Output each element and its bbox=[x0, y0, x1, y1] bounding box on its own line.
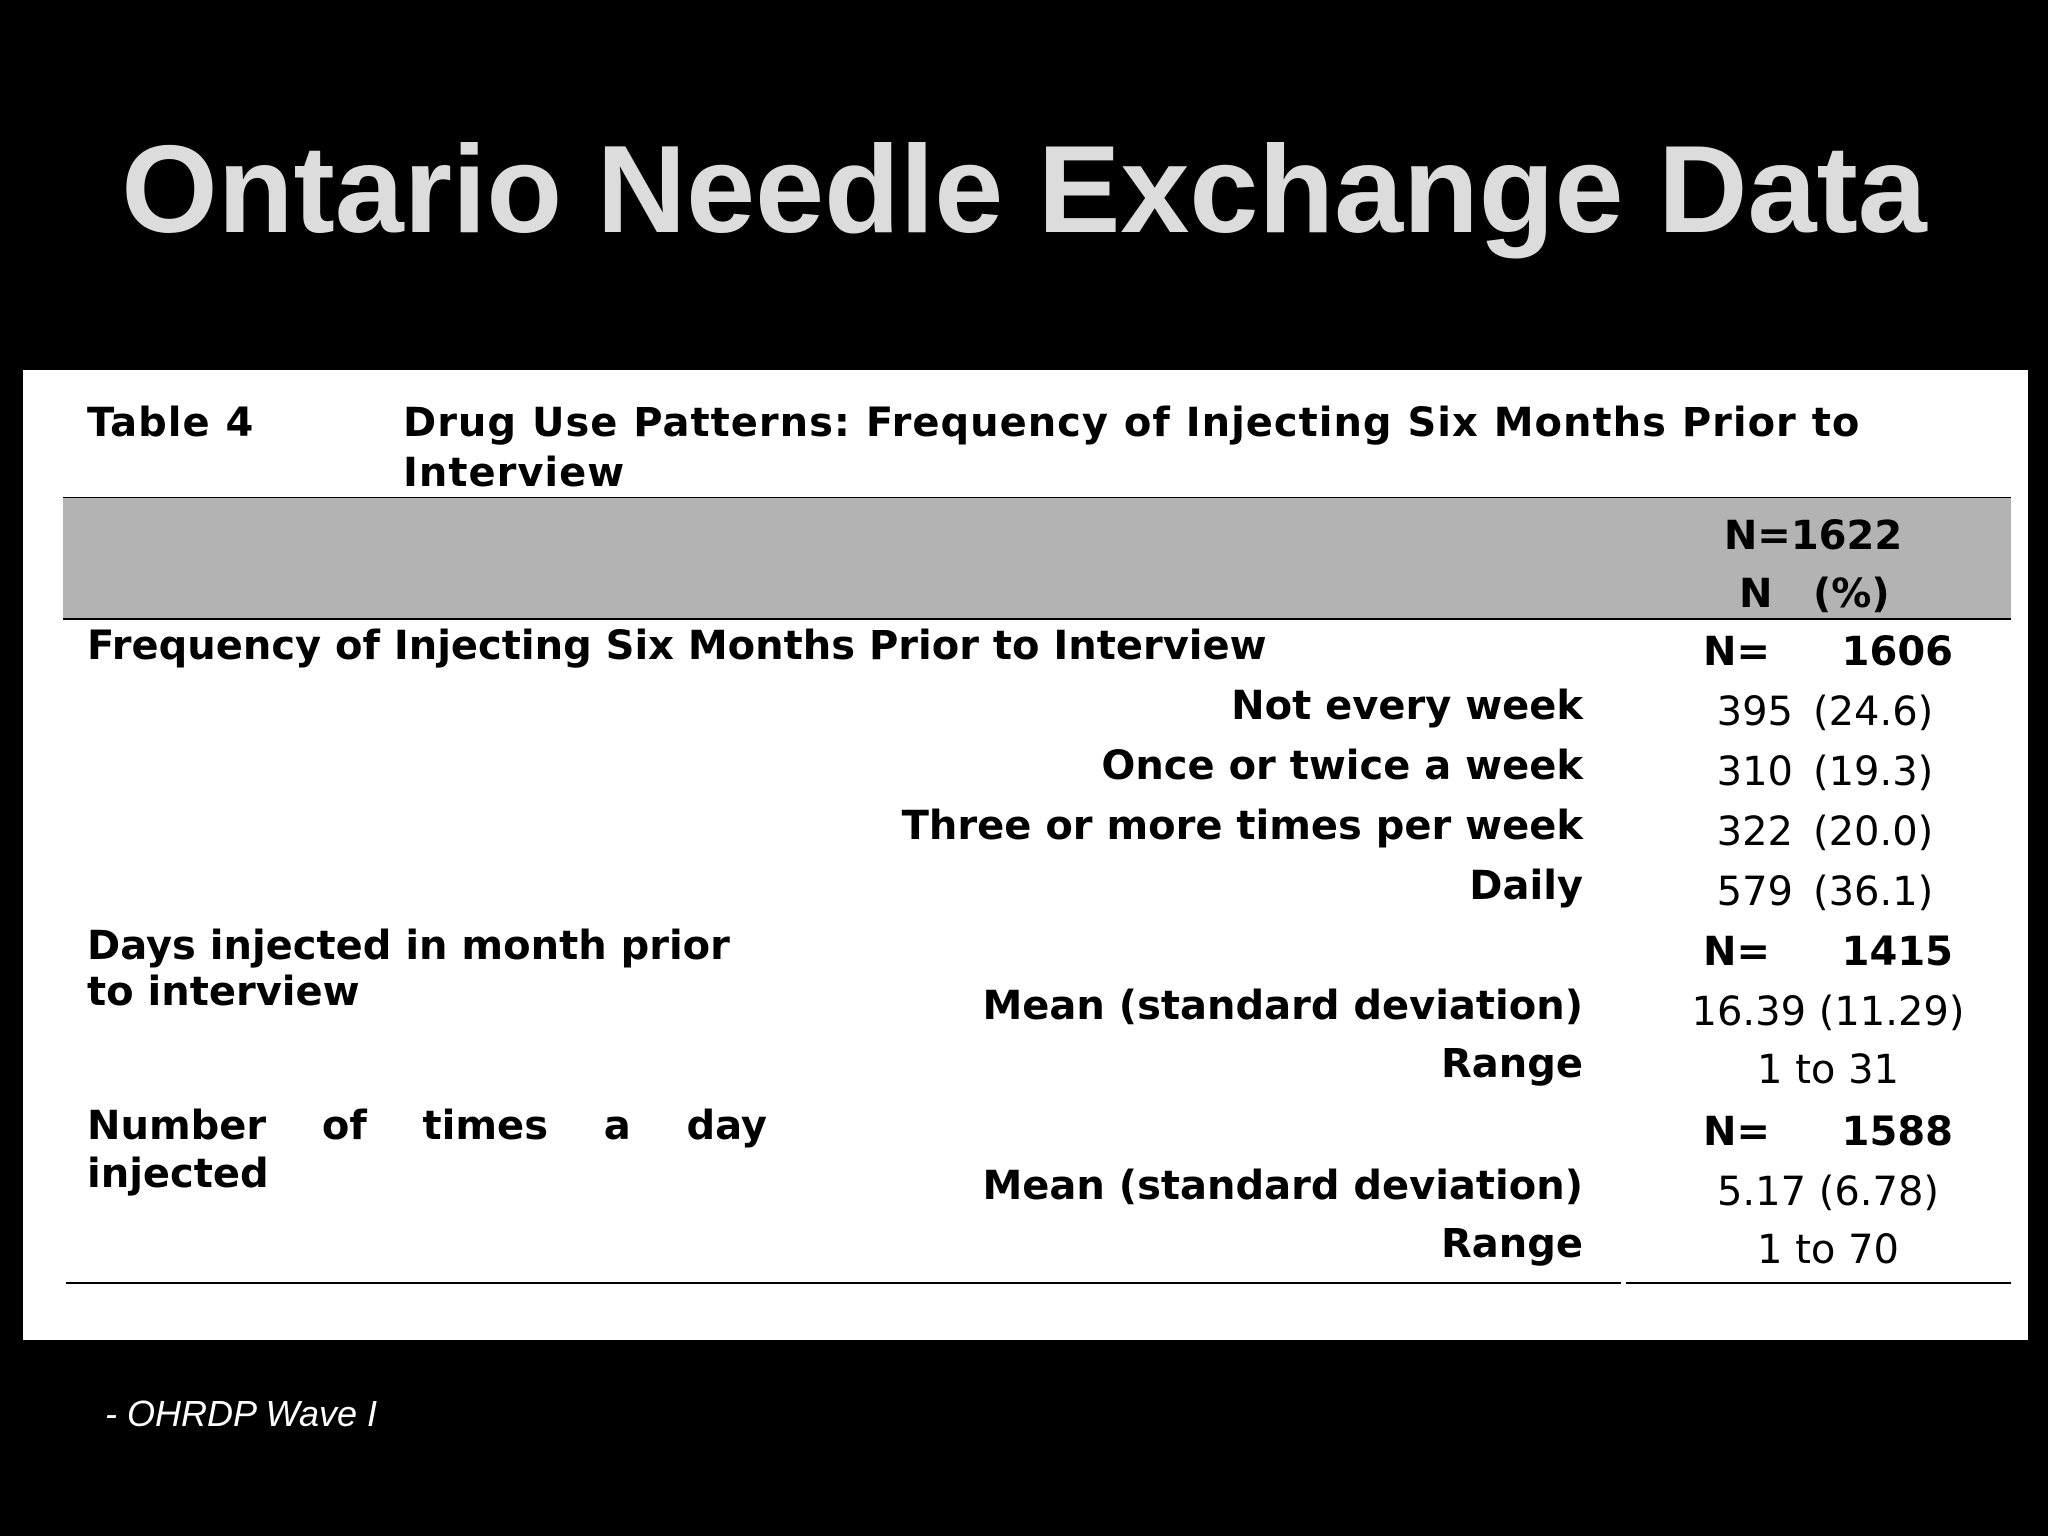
section-2-range-value: 1 to 31 bbox=[1757, 1047, 1899, 1093]
section-3-mean-value: 5.17 (6.78) bbox=[1716, 1169, 1940, 1215]
header-col-pct: (%) bbox=[1813, 571, 1890, 617]
row-once-twice-label: Once or twice a week bbox=[1101, 743, 1583, 789]
section-2-n-label: N= bbox=[1703, 929, 1770, 975]
header-bottom-rule bbox=[63, 618, 2011, 620]
row-once-twice-n: 310 bbox=[1716, 749, 1793, 795]
section-3-word-5: day bbox=[686, 1103, 767, 1149]
table-panel bbox=[23, 370, 2028, 1340]
section-2-n-value: 1415 bbox=[1841, 929, 1953, 975]
table-caption bbox=[403, 398, 2003, 498]
section-3-word-1: Number bbox=[87, 1103, 267, 1149]
row-not-every-week-pct: (24.6) bbox=[1813, 689, 1934, 735]
section-3-n-value: 1588 bbox=[1841, 1109, 1953, 1155]
section-2-mean-value: 16.39 (11.29) bbox=[1691, 989, 1965, 1035]
section-1-n-label: N= bbox=[1703, 629, 1770, 675]
bottom-rule-left bbox=[66, 1282, 1621, 1284]
row-three-or-more-label: Three or more times per week bbox=[901, 803, 1583, 849]
row-once-twice-pct: (19.3) bbox=[1813, 749, 1934, 795]
table-caption-line-2: Interview bbox=[403, 450, 626, 496]
section-1-n-value: 1606 bbox=[1841, 629, 1953, 675]
section-3-title-line-2: injected bbox=[87, 1151, 269, 1197]
slide-title: Ontario Needle Exchange Data bbox=[121, 121, 1927, 259]
section-3-title-line-1 bbox=[87, 1102, 767, 1150]
section-3-word-3: times bbox=[422, 1103, 548, 1149]
row-not-every-week-label: Not every week bbox=[1231, 683, 1583, 729]
section-3-n-label: N= bbox=[1703, 1109, 1770, 1155]
section-3-word-2: of bbox=[321, 1103, 367, 1149]
section-2-title-line-1: Days injected in month prior bbox=[87, 923, 730, 969]
row-three-or-more-n: 322 bbox=[1716, 809, 1793, 855]
row-three-or-more-pct: (20.0) bbox=[1813, 809, 1934, 855]
section-2-range-label: Range bbox=[1440, 1041, 1583, 1087]
section-2-mean-label: Mean (standard deviation) bbox=[982, 983, 1583, 1029]
header-col-n: N bbox=[1739, 571, 1773, 617]
section-3-mean-label: Mean (standard deviation) bbox=[982, 1163, 1583, 1209]
row-not-every-week-n: 395 bbox=[1716, 689, 1793, 735]
bottom-rule-right bbox=[1626, 1282, 2011, 1284]
row-daily-n: 579 bbox=[1716, 869, 1793, 915]
section-2-title-line-2: to interview bbox=[87, 969, 360, 1015]
row-daily-pct: (36.1) bbox=[1813, 869, 1934, 915]
drug-use-table bbox=[23, 370, 2028, 1340]
section-3-word-4: a bbox=[603, 1103, 631, 1149]
section-1-title: Frequency of Injecting Six Months Prior to Interview bbox=[87, 623, 1267, 669]
source-note: - OHRDP Wave I bbox=[105, 1393, 378, 1434]
table-caption-line-1: Drug Use Patterns: Frequency of Injecting Six Months Prior to bbox=[403, 400, 1861, 446]
header-total: N=1622 bbox=[1723, 513, 1903, 559]
section-3-range-label: Range bbox=[1440, 1221, 1583, 1267]
table-label: Table 4 bbox=[87, 400, 255, 446]
row-daily-label: Daily bbox=[1469, 863, 1583, 909]
section-3-range-value: 1 to 70 bbox=[1757, 1227, 1899, 1273]
